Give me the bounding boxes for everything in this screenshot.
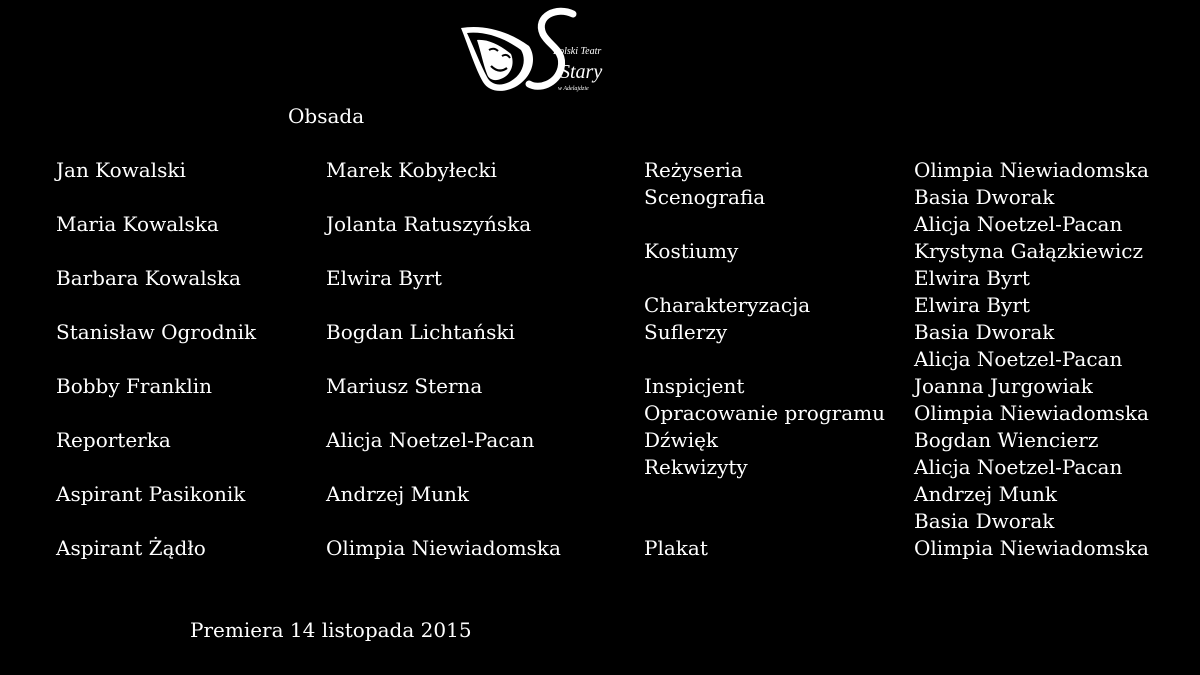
crew-function: Dźwięk [644,428,719,452]
crew-person: Basia Dworak [914,185,1055,209]
crew-person: Alicja Noetzel-Pacan [914,212,1123,236]
cast-actor: Elwira Byrt [326,266,442,290]
crew-function: Kostiumy [644,239,739,263]
crew-function: Plakat [644,536,708,560]
logo-line3: w Adelajdzie [558,86,589,92]
cast-actor: Jolanta Ratuszyńska [326,212,532,236]
cast-role: Barbara Kowalska [56,266,241,290]
premiere-date: Premiera 14 listopada 2015 [190,618,472,642]
crew-person: Andrzej Munk [914,482,1057,506]
cast-actor: Marek Kobyłecki [326,158,497,182]
cast-role: Aspirant Pasikonik [56,482,246,506]
crew-function: Opracowanie programu [644,401,885,425]
cast-role: Reporterka [56,428,171,452]
cast-actor: Mariusz Sterna [326,374,483,398]
crew-person: Elwira Byrt [914,293,1030,317]
crew-person: Alicja Noetzel-Pacan [914,347,1123,371]
cast-role: Maria Kowalska [56,212,219,236]
crew-person: Alicja Noetzel-Pacan [914,455,1123,479]
crew-function: Charakteryzacja [644,293,811,317]
cast-actor: Andrzej Munk [326,482,469,506]
logo-main-word: Stary [560,61,603,83]
crew-function: Reżyseria [644,158,743,182]
crew-person: Olimpia Niewiadomska [914,536,1149,560]
crew-function: Rekwizyty [644,455,748,479]
crew-person: Olimpia Niewiadomska [914,158,1149,182]
crew-person: Krystyna Gałązkiewicz [914,239,1144,263]
theatre-logo [455,6,615,98]
crew-person: Elwira Byrt [914,266,1030,290]
cast-role: Aspirant Żądło [56,536,206,560]
cast-heading: Obsada [288,104,365,128]
cast-role: Jan Kowalski [56,158,186,182]
crew-person: Olimpia Niewiadomska [914,401,1149,425]
cast-role: Bobby Franklin [56,374,213,398]
cast-role: Stanisław Ogrodnik [56,320,257,344]
logo-line1: Polski Teatr [553,46,602,57]
cast-actor: Olimpia Niewiadomska [326,536,561,560]
crew-function: Suflerzy [644,320,728,344]
crew-person: Joanna Jurgowiak [914,374,1093,398]
cast-actor: Bogdan Lichtański [326,320,515,344]
cast-actor: Alicja Noetzel-Pacan [326,428,535,452]
crew-function: Scenografia [644,185,766,209]
crew-person: Bogdan Wiencierz [914,428,1099,452]
crew-person: Basia Dworak [914,320,1055,344]
crew-person: Basia Dworak [914,509,1055,533]
crew-function: Inspicjent [644,374,745,398]
